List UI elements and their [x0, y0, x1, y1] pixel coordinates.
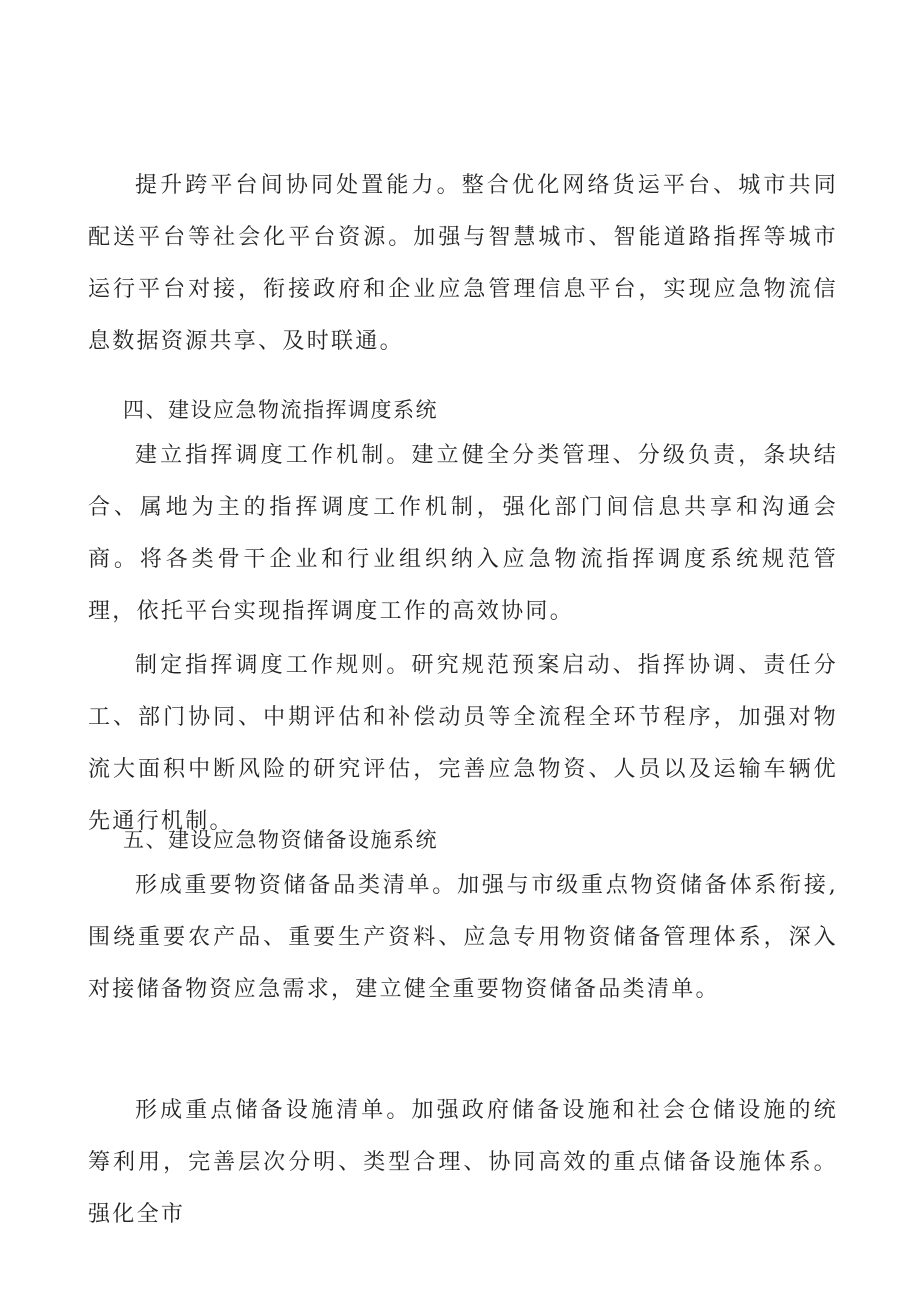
- section-heading-five: 五、建设应急物资储备设施系统: [123, 828, 438, 852]
- paragraph-cross-platform-coordination: 提升跨平台间协同处置能力。整合优化网络货运平台、城市共同配送平台等社会化平台资源。加强与智慧城市、智能道路指挥等城市运行平台对接，衔接政府和企业应急管理信息平台，实现应急物流信息数据资源共享、及时联通。: [88, 173, 838, 354]
- paragraph-reserve-facility-list: 形成重点储备设施清单。加强政府储备设施和社会仓储设施的统筹利用，完善层次分明、类型合理、协同高效的重点储备设施体系。强化全市: [88, 1098, 838, 1227]
- paragraph-command-rules: 制定指挥调度工作规则。研究规范预案启动、指挥协调、责任分工、部门协同、中期评估和补偿动员等全流程全环节程序，加强对物流大面积中断风险的研究评估，完善应急物资、人员以及运输车辆优先通行机制。: [88, 653, 838, 834]
- paragraph-command-mechanism: 建立指挥调度工作机制。建立健全分类管理、分级负责，条块结合、属地为主的指挥调度工作机制，强化部门间信息共享和沟通会商。将各类骨干企业和行业组织纳入应急物流指挥调度系统规范管理，依托平台实现指挥调度工作的高效协同。: [88, 443, 838, 624]
- section-heading-four: 四、建设应急物流指挥调度系统: [123, 398, 438, 422]
- paragraph-reserve-category-list: 形成重要物资储备品类清单。加强与市级重点物资储备体系衔接,围绕重要农产品、重要生产资料、应急专用物资储备管理体系，深入对接储备物资应急需求，建立健全重要物资储备品类清单。: [88, 873, 838, 1002]
